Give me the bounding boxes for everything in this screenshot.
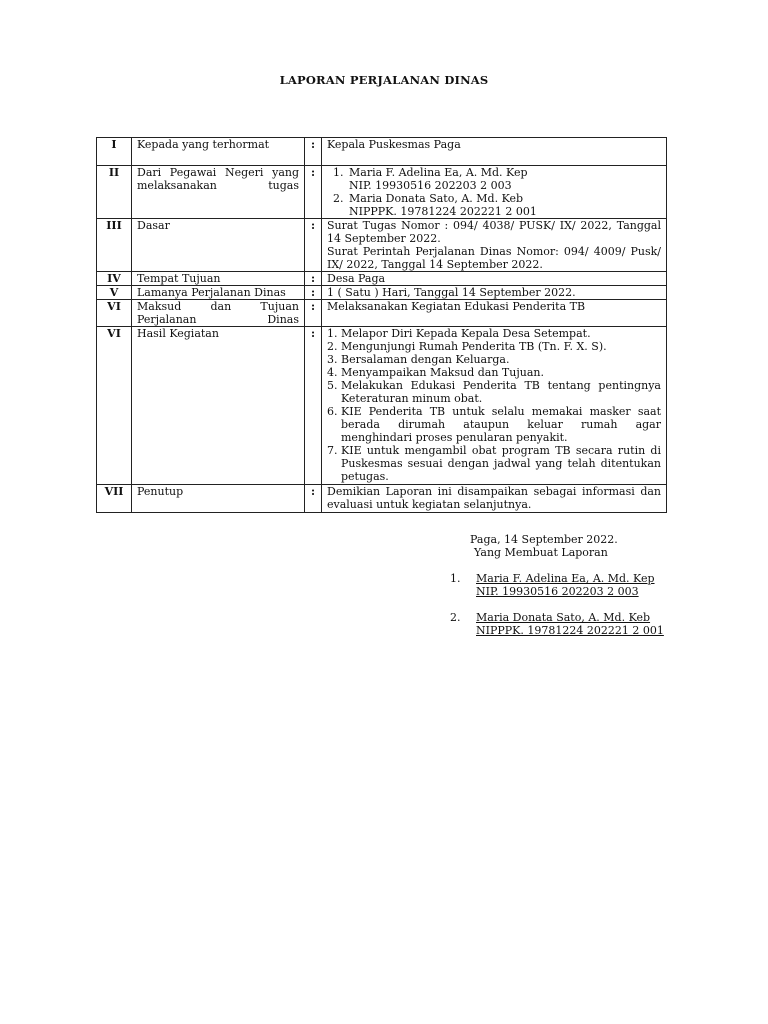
activity-text: KIE Penderita TB untuk selalu memakai masker saat berada dirumah ataupun keluar rumah agar menghindari proses penularan penyakit. <box>341 405 661 444</box>
table-row <box>97 272 667 286</box>
row-label: Tempat Tujuan <box>132 272 305 286</box>
row-value <box>322 327 667 485</box>
row-label-text: Dari Pegawai Negeri yang melaksanakan tugas <box>137 166 299 192</box>
officer-id: NIP. 19930516 202203 2 003 <box>349 179 512 192</box>
row-colon: : <box>305 327 322 485</box>
row-value: 1 ( Satu ) Hari, Tanggal 14 September 2022. <box>322 286 667 300</box>
activity-number: 5. <box>327 379 338 392</box>
signer-item <box>450 572 710 598</box>
report-table <box>96 137 667 513</box>
activity-item <box>327 379 661 405</box>
row-number: VI <box>97 327 132 485</box>
row-number: IV <box>97 272 132 286</box>
place-date: Paga, 14 September 2022. <box>470 533 618 546</box>
activity-text: Menyampaikan Maksud dan Tujuan. <box>341 366 544 379</box>
row-number: II <box>97 166 132 219</box>
row-value <box>322 219 667 272</box>
activity-number: 3. <box>327 353 338 366</box>
row-colon: : <box>305 286 322 300</box>
row-colon: : <box>305 138 322 166</box>
officer-id: NIPPPK. 19781224 202221 2 001 <box>349 205 537 218</box>
signer-item <box>450 611 710 637</box>
row-number: V <box>97 286 132 300</box>
officer-list <box>327 166 661 218</box>
activity-text: KIE untuk mengambil obat program TB secara rutin di Puskesmas sesuai dengan jadwal yang telah ditentukan petugas. <box>341 444 661 483</box>
row-number: III <box>97 219 132 272</box>
table-row <box>97 300 667 327</box>
basis-letter-1: Surat Tugas Nomor : 094/ 4038/ PUSK/ IX/ 2022, Tanggal 14 September 2022. <box>327 219 661 245</box>
signer-id: NIP. 19930516 202203 2 003 <box>476 585 639 598</box>
activity-item <box>327 366 661 379</box>
table-row <box>97 485 667 513</box>
signer-name: Maria F. Adelina Ea, A. Md. Kep <box>476 572 655 585</box>
row-label <box>132 166 305 219</box>
row-label: Lamanya Perjalanan Dinas <box>132 286 305 300</box>
row-label: Dasar <box>132 219 305 272</box>
activity-item <box>327 327 661 340</box>
officer-number: 1. <box>333 166 344 179</box>
row-colon: : <box>305 219 322 272</box>
activity-item <box>327 444 661 483</box>
row-value <box>322 166 667 219</box>
activity-list <box>327 327 661 483</box>
document-title: LAPORAN PERJALANAN DINAS <box>279 73 489 87</box>
row-number: VI <box>97 300 132 327</box>
activity-item <box>327 353 661 366</box>
row-number: VII <box>97 485 132 513</box>
row-value: Demikian Laporan ini disampaikan sebagai informasi dan evaluasi untuk kegiatan selanjutnya. <box>322 485 667 513</box>
row-label: Penutup <box>132 485 305 513</box>
signature-block <box>450 533 710 637</box>
officer-item <box>333 192 661 205</box>
activity-number: 4. <box>327 366 338 379</box>
activity-number: 1. <box>327 327 338 340</box>
report-maker-label: Yang Membuat Laporan <box>474 546 608 559</box>
row-colon: : <box>305 166 322 219</box>
table-row <box>97 219 667 272</box>
row-colon: : <box>305 300 322 327</box>
row-colon: : <box>305 485 322 513</box>
row-value: Kepala Puskesmas Paga <box>322 138 667 166</box>
table-row <box>97 138 667 166</box>
activity-text: Melakukan Edukasi Penderita TB tentang pentingnya Keteraturan minum obat. <box>341 379 661 405</box>
signer-name: Maria Donata Sato, A. Md. Keb <box>476 611 651 624</box>
row-number: I <box>97 138 132 166</box>
row-label-text: Maksud dan Tujuan Perjalanan Dinas <box>137 300 299 326</box>
activity-text: Bersalaman dengan Keluarga. <box>341 353 510 366</box>
officer-number: 2. <box>333 192 344 205</box>
table-row <box>97 327 667 485</box>
table-row <box>97 286 667 300</box>
activity-item <box>327 405 661 444</box>
activity-number: 2. <box>327 340 338 353</box>
activity-text: Mengunjungi Rumah Penderita TB (Tn. F. X. S). <box>341 340 607 353</box>
row-value: Melaksanakan Kegiatan Edukasi Penderita TB <box>322 300 667 327</box>
activity-number: 7. <box>327 444 338 457</box>
row-label: Kepada yang terhormat <box>132 138 305 166</box>
signer-number: 2. <box>450 611 461 624</box>
officer-item <box>333 166 661 179</box>
activity-item <box>327 340 661 353</box>
row-label <box>132 300 305 327</box>
row-label: Hasil Kegiatan <box>132 327 305 485</box>
basis-letter-2: Surat Perintah Perjalanan Dinas Nomor: 094/ 4009/ Pusk/ IX/ 2022, Tanggal 14 September 2022. <box>327 245 661 271</box>
activity-text: Melapor Diri Kepada Kepala Desa Setempat. <box>341 327 591 340</box>
signer-id: NIPPPK. 19781224 202221 2 001 <box>476 624 664 637</box>
officer-name: Maria Donata Sato, A. Md. Keb <box>349 192 524 205</box>
row-colon: : <box>305 272 322 286</box>
officer-name: Maria F. Adelina Ea, A. Md. Kep <box>349 166 528 179</box>
table-row <box>97 166 667 219</box>
activity-number: 6. <box>327 405 338 418</box>
row-value: Desa Paga <box>322 272 667 286</box>
signer-number: 1. <box>450 572 461 585</box>
